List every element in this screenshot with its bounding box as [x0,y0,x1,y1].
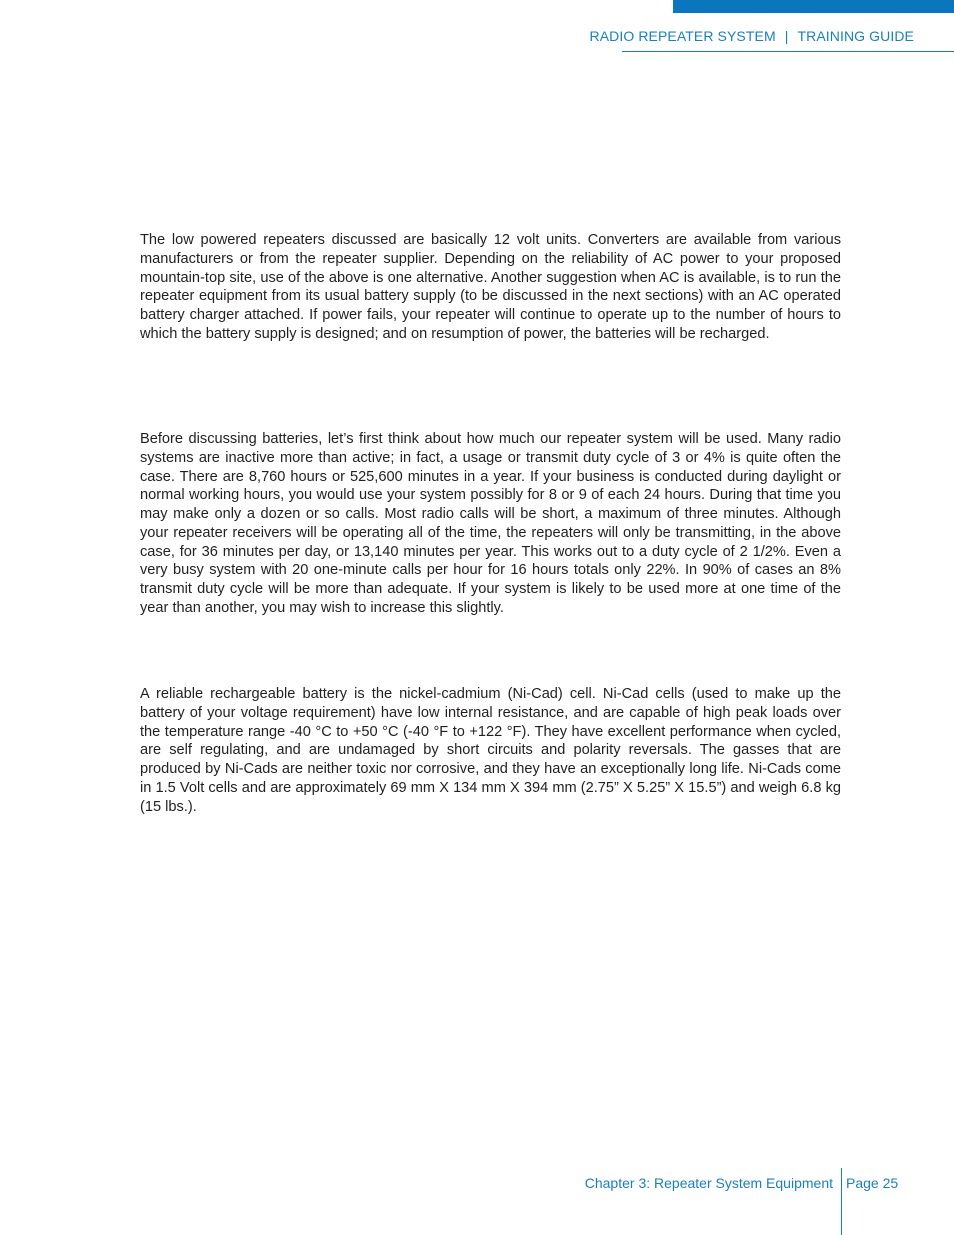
header-separator: | [784,28,789,44]
paragraph-ni-cad-battery: A reliable rechargeable battery is the nickel-cadmium (Ni-Cad) cell. Ni-Cad cells (used to make up the battery of your voltage requirement) have low internal resistance, and are capable of high peak loads over the temperature range -40 °C to +50 °C (-40 °F to +122 °F). They have excellent performance when cycled, are self regulating, and are undamaged by short circuits and polarity reversals. The gasses that are produced by Ni-Cads are neither toxic nor corrosive, and they have an exceptionally long life. Ni-Cads come in 1.5 Volt cells and are approximately 69 mm X 134 mm X 394 mm (2.75” X 5.25” X 15.5”) and weigh 6.8 kg (15 lbs.). [140,686,841,815]
header-accent-bar [673,0,954,13]
running-header [590,28,915,44]
header-system-title: RADIO REPEATER SYSTEM [589,28,776,44]
header-guide-title: TRAINING GUIDE [797,28,914,44]
paragraph-duty-cycle: Before discussing batteries, let’s first think about how much our repeater system will be used. Many radio systems are inactive more than active; in fact, a usage or transmit duty cycle of 3 or 4% is quite often the case. There are 8,760 hours or 525,600 minutes in a year. If your business is conducted during daylight or normal working hours, you would use your system possibly for 8 or 9 of each 24 hours. During that time you may make only a dozen or so calls. Most radio calls will be short, a maximum of three minutes. Although your repeater receivers will be operating all of the time, the repeaters will only be transmitting, in the above case, for 36 minutes per day, or 13,140 minutes per year. This works out to a duty cycle of 2 1/2%. Even a very busy system with 20 one-minute calls per hour for 16 hours totals only 22%. In 90% of cases an 8% transmit duty cycle will be more than adequate. If your system is likely to be used more at one time of the year than another, you may wish to increase this slightly. [140,431,841,616]
header-rule [622,51,954,52]
paragraph-ac-power: The low powered repeaters discussed are basically 12 volt units. Converters are available from various manufacturers or from the repeater supplier. Depending on the reliability of AC power to your proposed mountain-top site, use of the above is one alternative. Another suggestion when AC is available, is to run the repeater equipment from its usual battery supply (to be discussed in the next sections) with an AC operated battery charger attached. If power fails, your repeater will continue to operate up to the number of hours to which the battery supply is designed; and on resumption of power, the batteries will be recharged. [140,232,841,342]
footer-divider [841,1168,842,1235]
footer-page-number: Page 25 [846,1175,899,1191]
footer-chapter-title: Chapter 3: Repeater System Equipment [584,1175,833,1191]
